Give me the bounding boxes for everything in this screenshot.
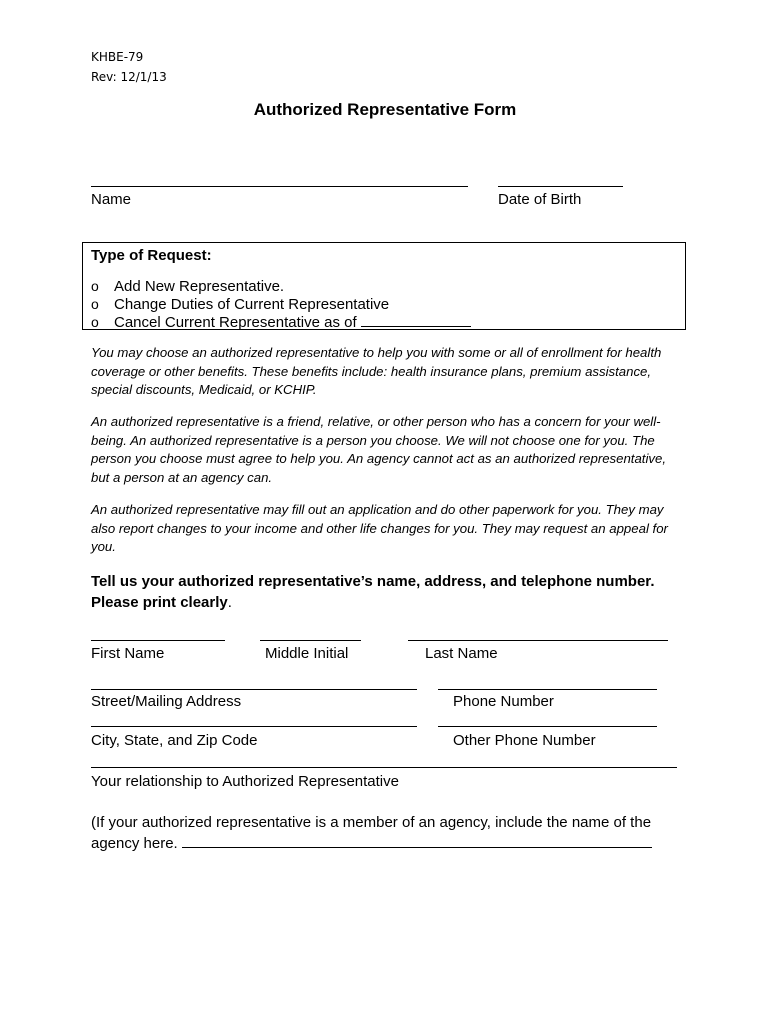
checkbox-bullet-icon[interactable]: o xyxy=(91,296,99,312)
dob-line[interactable] xyxy=(498,186,623,187)
instruction-end: . xyxy=(227,594,232,611)
first-name-line[interactable] xyxy=(91,640,225,641)
option-add-new[interactable] xyxy=(91,278,284,295)
option-label: Cancel Current Representative as of xyxy=(114,314,357,331)
checkbox-bullet-icon[interactable]: o xyxy=(91,314,99,330)
street-label: Street/Mailing Address xyxy=(91,693,242,710)
paragraph-intro: You may choose an authorized representative to help you with some or all of enrollment for health coverage or other benefits. These benefits include: health insurance plans, premium assistance, special discounts, Medicaid, or KCHIP. xyxy=(91,345,662,397)
middle-initial-label: Middle Initial xyxy=(265,645,349,662)
agency-name-line[interactable] xyxy=(182,833,652,848)
request-type-box xyxy=(82,242,686,330)
first-name-label: First Name xyxy=(91,645,165,662)
option-cancel-current[interactable] xyxy=(91,313,471,331)
last-name-line[interactable] xyxy=(408,640,668,641)
instruction-bold: Tell us your authorized representative’s name, address, and telephone number. Please print clearly xyxy=(91,573,655,611)
other-phone-line[interactable] xyxy=(438,726,657,727)
option-label: Change Duties of Current Representative xyxy=(114,296,390,313)
option-change-duties[interactable] xyxy=(91,296,389,313)
agency-note-text: (If your authorized representative is a member of an agency, include the name of the agency here. xyxy=(91,814,652,852)
relationship-label: Your relationship to Authorized Representative xyxy=(91,773,399,790)
checkbox-bullet-icon[interactable]: o xyxy=(91,278,99,294)
relationship-line[interactable] xyxy=(91,767,677,768)
other-phone-label: Other Phone Number xyxy=(453,732,596,749)
name-label: Name xyxy=(91,191,132,208)
street-line[interactable] xyxy=(91,689,417,690)
city-label: City, State, and Zip Code xyxy=(91,732,258,749)
name-line[interactable] xyxy=(91,186,468,187)
phone-label: Phone Number xyxy=(453,693,554,710)
city-line[interactable] xyxy=(91,726,417,727)
phone-line[interactable] xyxy=(438,689,657,690)
agency-note xyxy=(91,812,691,854)
paragraph-definition: An authorized representative is a friend, relative, or other person who has a concern for your well-being. An authorized representative is a person you choose. We will not choose one for you. The person you choose must agree to help you. An agency cannot act as an authorized representative, but a person at an agency can. xyxy=(91,414,666,485)
middle-initial-line[interactable] xyxy=(260,640,361,641)
last-name-label: Last Name xyxy=(425,645,498,662)
request-type-heading: Type of Request: xyxy=(91,247,212,264)
page-title: Authorized Representative Form xyxy=(253,100,517,119)
paragraph-duties: An authorized representative may fill out an application and do other paperwork for you. They may also report changes to your income and other life changes for you. They may request an appeal for you. xyxy=(91,502,668,554)
cancel-date-line[interactable] xyxy=(361,313,471,327)
form-code: KHBE-79 xyxy=(91,50,144,64)
instruction-text xyxy=(91,571,691,613)
revision-date: Rev: 12/1/13 xyxy=(91,70,167,84)
dob-label: Date of Birth xyxy=(498,191,582,208)
option-label: Add New Representative. xyxy=(114,278,285,295)
